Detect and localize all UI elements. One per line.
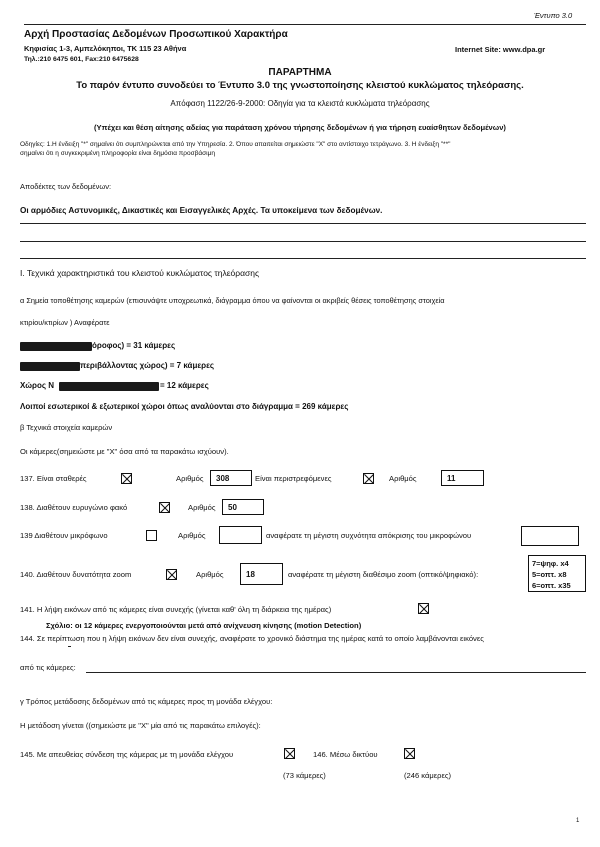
q141-label: 141. Η λήψη εικόνων από τις κάμερες είναι συνεχής (γίνεται καθ' όλη τη διάρκεια της ημέρας) xyxy=(20,605,332,614)
zoom-value: 7=ψηφ. x4 xyxy=(532,559,569,568)
website: Internet Site: www.dpa.gr xyxy=(455,45,546,54)
q140-count-field[interactable]: 18 xyxy=(240,563,283,585)
alpha-line1: α Σημεία τοποθέτησης καμερών (επισυνάψτε υποχρεωτικά, διάγραμμα όπου να φαίνονται οι ακριβείς θέσεις τοποθέτησης στοιχεία xyxy=(20,296,445,305)
beta-note: Οι κάμερες(σημειώστε με "Χ" όσα από τα παρακάτω ισχύουν). xyxy=(20,447,229,456)
zoom-value: 5=οπτ. x8 xyxy=(532,570,567,579)
q137-rotating-checkbox[interactable] xyxy=(363,473,374,484)
authority-address: Κηφισίας 1-3, Αμπελόκηποι, ΤΚ 115 23 Αθήνα xyxy=(24,44,187,53)
rule-3 xyxy=(20,258,586,259)
q139-count-field[interactable] xyxy=(219,526,262,544)
q137-count-field[interactable]: 308 xyxy=(210,470,252,486)
q138-label: 138. Διαθέτουν ευρυγώνιο φακό xyxy=(20,503,128,512)
authority-name: Αρχή Προστασίας Δεδομένων Προσωπικού Χαρακτήρα xyxy=(24,29,288,40)
rule-1 xyxy=(20,223,586,224)
q138-count-label: Αριθμός xyxy=(188,503,216,512)
q140-count-label: Αριθμός xyxy=(196,570,224,579)
beta-title: β Τεχνικά στοιχεία καμερών xyxy=(20,423,113,432)
q139-count-label: Αριθμός xyxy=(178,531,206,540)
q144-line1: 144. Σε περίπτωση που η λήψη εικόνων δεν είναι συνεχής, αναφέρατε το χρονικό διάστημα της ημέρας κατά το οποίο λαμβάνονται εικόνες xyxy=(20,634,484,643)
gamma-title: γ Τρόπος μετάδοσης δεδομένων από τις κάμερες προς τη μονάδα ελέγχου: xyxy=(20,697,273,706)
q139-freq-label: αναφέρατε τη μέγιστη συχνότητα απόκρισης του μικροφώνου xyxy=(266,531,472,540)
recipients-label: Αποδέκτες των δεδομένων: xyxy=(20,182,112,191)
zoom-value: 6=οπτ. x35 xyxy=(532,581,571,590)
q138-checkbox[interactable] xyxy=(159,502,170,513)
camera-line-3: = 12 κάμερες xyxy=(160,381,209,390)
alpha-line2: κτιρίου/κτιρίων ) Αναφέρατε xyxy=(20,318,110,327)
top-rule xyxy=(24,24,586,25)
phone-fax: Τηλ.:210 6475 601, Fax:210 6475628 xyxy=(24,56,139,63)
redacted-block xyxy=(20,362,80,371)
form-code: Έντυπο 3.0 xyxy=(534,11,573,20)
q146-checkbox[interactable] xyxy=(404,748,415,759)
underline-den xyxy=(68,646,71,647)
permit-note: (Υπέχει και θέση αίτησης αδείας για παράταση χρόνου τήρησης δεδομένων ή για τήρηση ευαίσθητων δεδομένων) xyxy=(94,123,506,132)
camera-line-2: περιβάλλοντας χώρος) = 7 κάμερες xyxy=(80,361,215,370)
q146-label: 146. Μέσω δικτύου xyxy=(313,750,378,759)
q145-count: (73 κάμερες) xyxy=(283,771,326,780)
q137-rotating-count-field[interactable]: 11 xyxy=(441,470,484,486)
redacted-block xyxy=(20,342,92,351)
q137-count-label: Αριθμός xyxy=(176,474,204,483)
q137-rotating-label: Είναι περιστρεφόμενες xyxy=(255,474,332,483)
q144-line2: από τις κάμερες: xyxy=(20,663,76,672)
instructions-line1: Οδηγίες: 1.Η ένδειξη "*" σημαίνει ότι συμπληρώνεται από την Υπηρεσία. 2. Όπου απαιτείται σημειώστε "Χ" στο αντίστοιχο τετράγωνο. 3. Η ένδειξη "**" xyxy=(20,141,451,148)
q140-checkbox[interactable] xyxy=(166,569,177,580)
recipients-value[interactable]: Οι αρμόδιες Αστυνομικές, Δικαστικές και Εισαγγελικές Αρχές. Τα υποκείμενα των δεδομένων. xyxy=(20,206,383,215)
gamma-note: Η μετάδοση γίνεται ((σημειώστε με "Χ" μία από τις παρακάτω επιλογές): xyxy=(20,721,261,730)
q145-checkbox[interactable] xyxy=(284,748,295,759)
q144-answer-line[interactable] xyxy=(86,672,586,673)
q137-fixed-checkbox[interactable] xyxy=(121,473,132,484)
other-spaces: Λοιποί εσωτερικοί & εξωτερικοί χώροι όπως αναλύονται στο διάγραμμα = 269 κάμερες xyxy=(20,402,349,411)
q140-zoom-label: αναφέρατε τη μέγιστη διαθέσιμο zoom (οπτικό/ψηφιακό): xyxy=(288,570,479,579)
q139-freq-field[interactable] xyxy=(521,526,579,546)
q138-count-field[interactable]: 50 xyxy=(222,499,264,515)
camera-line-1: όροφος) = 31 κάμερες xyxy=(92,341,176,350)
rule-2 xyxy=(20,241,586,242)
instructions-line2: σημαίνει ότι η συγκεκριμένη πληροφορία είναι δημόσια προσβάσιμη xyxy=(20,150,215,157)
q140-zoom-field[interactable] xyxy=(528,555,586,592)
q141-comment: Σχόλιο: οι 12 κάμερες ενεργοποιούνται μετά από ανίχνευση κίνησης (motion Detection) xyxy=(46,621,362,630)
page-subtitle: Το παρόν έντυπο συνοδεύει το Έντυπο 3.0 της γνωστοποίησης κλειστού κυκλώματος τηλεόρασης. xyxy=(76,80,524,91)
q139-checkbox[interactable] xyxy=(146,530,157,541)
q146-count: (246 κάμερες) xyxy=(404,771,452,780)
q139-label: 139 Διαθέτουν μικρόφωνο xyxy=(20,531,108,540)
page-title: ΠΑΡΑΡΤΗΜΑ xyxy=(268,67,332,78)
redacted-block xyxy=(59,382,159,391)
q141-checkbox[interactable] xyxy=(418,603,429,614)
camera-line-3-prefix: Χώρος Ν xyxy=(20,381,54,390)
page-mark: 1 xyxy=(576,818,580,824)
section-title: Ι. Τεχνικά χαρακτηριστικά του κλειστού κυκλώματος τηλεόρασης xyxy=(20,268,260,278)
q140-label: 140. Διαθέτουν δυνατότητα zoom xyxy=(20,570,132,579)
q137-label: 137. Είναι σταθερές xyxy=(20,474,87,483)
q137-rotating-count-label: Αριθμός xyxy=(389,474,417,483)
q145-label: 145. Με απευθείας σύνδεση της κάμερας με τη μονάδα ελέγχου xyxy=(20,750,234,759)
decision-line: Απόφαση 1122/26-9-2000: Οδηγία για τα κλειστά κυκλώματα τηλεόρασης xyxy=(170,99,430,108)
